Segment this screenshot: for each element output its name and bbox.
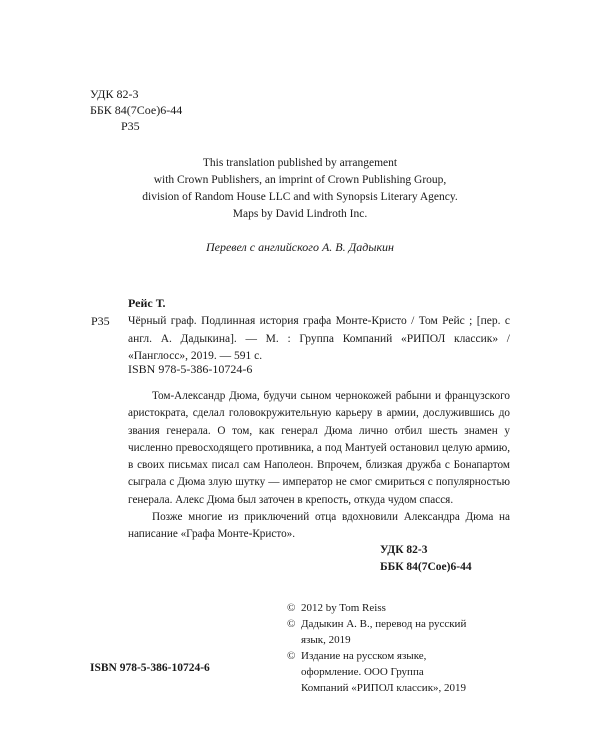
- annotation-paragraph: Том-Александр Дюма, будучи сыном чернокожей рабыни и французского аристократа, сделал головокружительную карьеру в армии, дослужившись до звания генерала. О том, как генерал Дюма лично отбил шесть знамен у численно превосходящего противника, а под Мантуей остановил целую армию, в своих письмах писал сам Наполеон. Впрочем, близкая дружба с Бонапартом сыграла с Дюма злую шутку — император не смог смириться с популярностью генерала. Алекс Дюма был заточен в крепость, откуда чудом спасся.: [128, 390, 510, 506]
- arrangement-line: This translation published by arrangement: [202, 157, 398, 169]
- classification-codes: [90, 86, 182, 134]
- arrangement-line: Maps by David Lindroth Inc.: [232, 208, 368, 220]
- udk-code: УДК 82-3: [90, 87, 139, 101]
- copyright-line: оформление. ООО Группа: [301, 666, 424, 678]
- copyright-line: 2012 by Tom Reiss: [301, 602, 386, 614]
- isbn-bottom: ISBN 978-5-386-10724-6: [90, 662, 210, 674]
- bibliographic-description: Чёрный граф. Подлинная история графа Монте-Кристо / Том Рейс ; [пер. с англ. А. Дадыкина]. — М. : Группа Компаний «РИПОЛ классик» / «Панглосс», 2019. — 591 с.: [128, 315, 510, 362]
- copyright-item: [287, 616, 466, 648]
- copyright-block: [287, 600, 466, 696]
- bbk-code: ББК 84(7Сое)6-44: [90, 103, 183, 117]
- copyright-line: Издание на русском языке,: [301, 650, 427, 662]
- copyright-line: Компаний «РИПОЛ классик», 2019: [301, 682, 467, 694]
- copyright-symbol: ©: [287, 602, 296, 614]
- translator-note: Перевел с английского А. В. Дадыкин: [205, 240, 395, 254]
- copyright-symbol: ©: [287, 618, 296, 630]
- copyright-line: Дадыкин А. В., перевод на русский: [301, 618, 467, 630]
- annotation-paragraph: Позже многие из приключений отца вдохновили Александра Дюма на написание «Графа Монте-Кристо».: [128, 511, 510, 541]
- bibliographic-author: Рейс Т.: [128, 296, 166, 310]
- arrangement-line: with Crown Publishers, an imprint of Crown Publishing Group,: [153, 174, 447, 186]
- isbn-record: ISBN 978-5-386-10724-6: [128, 362, 253, 376]
- copyright-item: [287, 648, 466, 696]
- copyright-item: [287, 600, 466, 616]
- copyright-line: язык, 2019: [301, 634, 351, 646]
- udk-code-bold: УДК 82-3: [380, 544, 428, 556]
- arrangement-notice: [0, 155, 600, 223]
- annotation: [128, 388, 510, 544]
- copyright-symbol: ©: [287, 650, 296, 662]
- author-mark: Р35: [121, 119, 140, 133]
- arrangement-line: division of Random House LLC and with Synopsis Literary Agency.: [142, 191, 458, 203]
- classification-codes-bold: [380, 542, 472, 576]
- bbk-code-bold: ББК 84(7Сое)6-44: [380, 561, 472, 573]
- bibliographic-code: Р35: [91, 314, 110, 328]
